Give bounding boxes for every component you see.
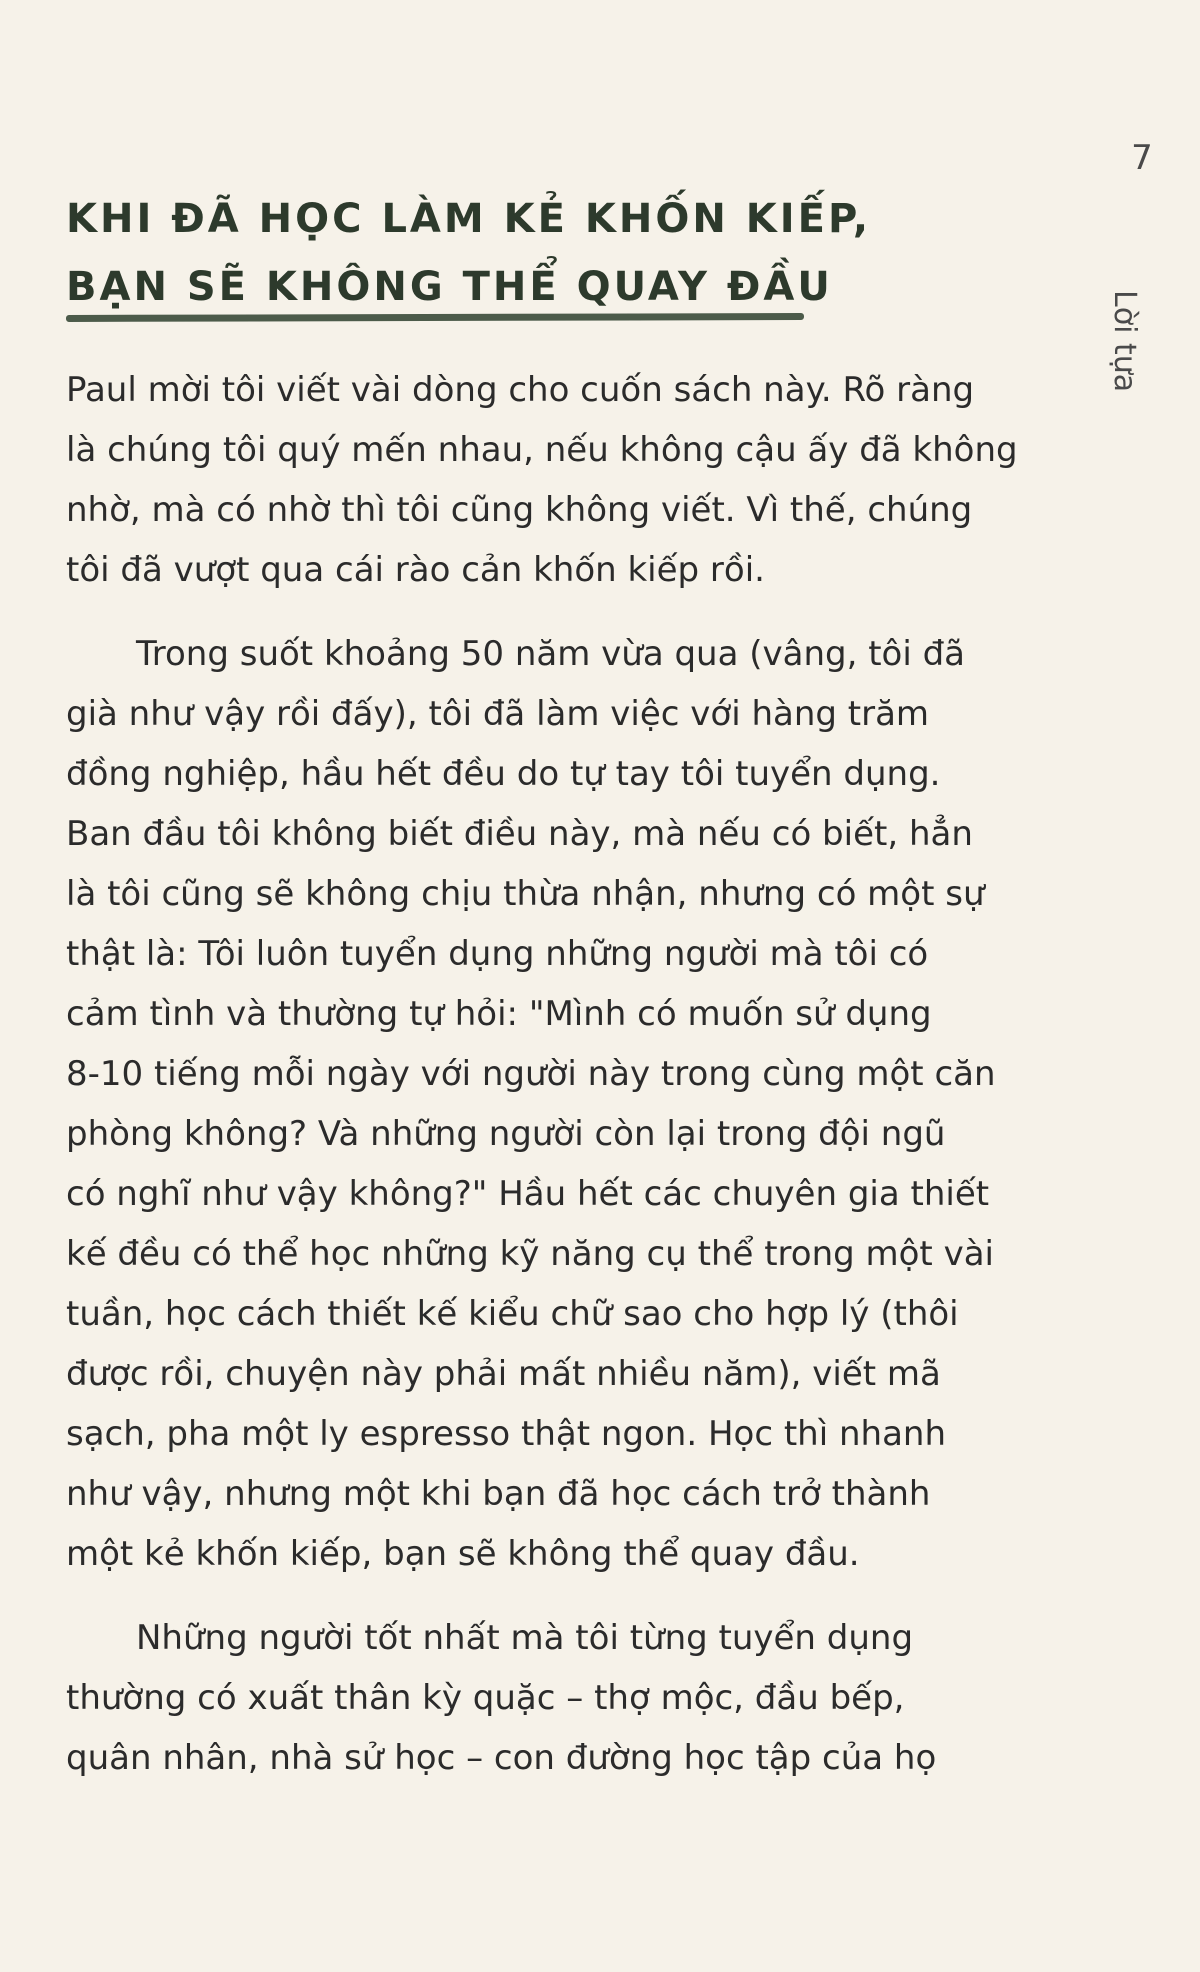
text-line: kế đều có thể học những kỹ năng cụ thể trong một vài — [66, 1234, 994, 1274]
text-line: như vậy, nhưng một khi bạn đã học cách trở thành — [66, 1474, 931, 1514]
text-line: cảm tình và thường tự hỏi: "Mình có muốn sử dụng — [66, 994, 932, 1034]
text-line: phòng không? Và những người còn lại trong đội ngũ — [66, 1114, 946, 1154]
text-line: Trong suốt khoảng 50 năm vừa qua (vâng, tôi đã — [136, 634, 965, 674]
paragraph-1 — [66, 360, 1046, 600]
heading-line-2: BẠN SẼ KHÔNG THỂ QUAY ĐẦU — [66, 264, 833, 310]
text-line: một kẻ khốn kiếp, bạn sẽ không thể quay đầu. — [66, 1534, 860, 1574]
text-line: tuần, học cách thiết kế kiểu chữ sao cho hợp lý (thôi — [66, 1294, 959, 1334]
text-line: đồng nghiệp, hầu hết đều do tự tay tôi tuyển dụng. — [66, 754, 941, 794]
text-line: Ban đầu tôi không biết điều này, mà nếu có biết, hẳn — [66, 814, 973, 854]
text-line: quân nhân, nhà sử học – con đường học tập của họ — [66, 1738, 937, 1778]
chapter-heading — [66, 185, 872, 321]
text-line: thường có xuất thân kỳ quặc – thợ mộc, đầu bếp, — [66, 1678, 905, 1718]
paragraph-3 — [66, 1608, 1046, 1788]
text-line: nhờ, mà có nhờ thì tôi cũng không viết. Vì thế, chúng — [66, 490, 973, 530]
text-line: được rồi, chuyện này phải mất nhiều năm), viết mã — [66, 1354, 941, 1394]
paragraph-2 — [66, 624, 1046, 1584]
text-line: sạch, pha một ly espresso thật ngon. Học thì nhanh — [66, 1414, 946, 1454]
running-head: Lời tựa — [1107, 290, 1142, 393]
text-line: có nghĩ như vậy không?" Hầu hết các chuyên gia thiết — [66, 1174, 990, 1214]
text-line: thật là: Tôi luôn tuyển dụng những người mà tôi có — [66, 934, 929, 974]
page-number: 7 — [1131, 138, 1153, 178]
body-text — [66, 360, 1046, 1812]
text-line: Paul mời tôi viết vài dòng cho cuốn sách này. Rõ ràng — [66, 370, 975, 410]
text-line: già như vậy rồi đấy), tôi đã làm việc với hàng trăm — [66, 694, 930, 734]
heading-line-1: KHI ĐÃ HỌC LÀM KẺ KHỐN KIẾP, — [66, 196, 872, 242]
text-line: Những người tốt nhất mà tôi từng tuyển dụng — [136, 1618, 914, 1658]
text-line: là tôi cũng sẽ không chịu thừa nhận, nhưng có một sự — [66, 874, 985, 914]
text-line: tôi đã vượt qua cái rào cản khốn kiếp rồi. — [66, 550, 765, 590]
text-line: 8-10 tiếng mỗi ngày với người này trong cùng một căn — [66, 1054, 996, 1094]
text-line: là chúng tôi quý mến nhau, nếu không cậu ấy đã không — [66, 430, 1018, 470]
